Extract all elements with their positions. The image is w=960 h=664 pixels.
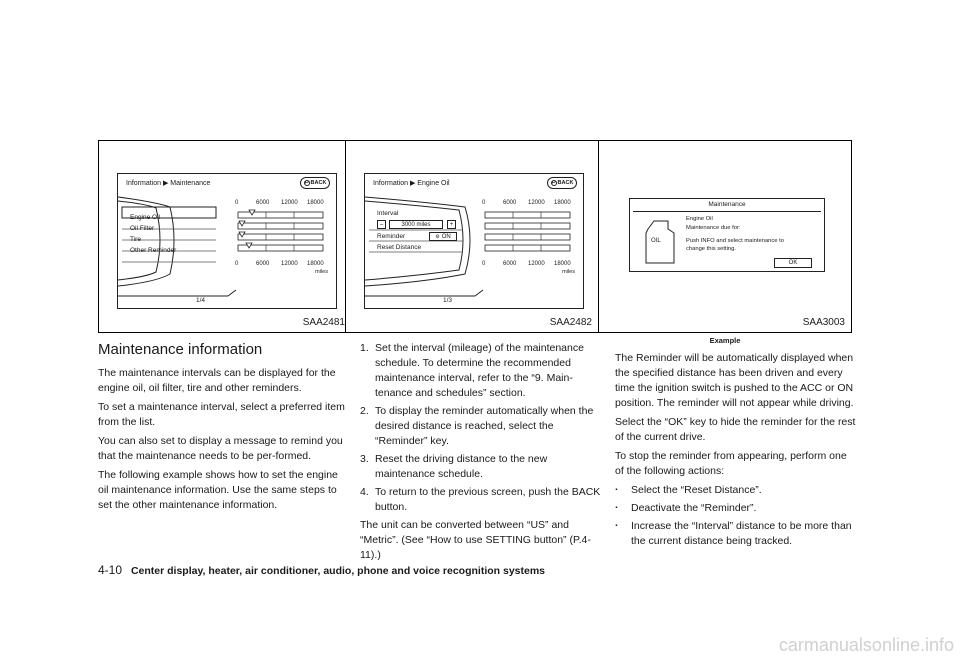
dialog-instruction-line1: Push INFO and select maintenance to	[686, 238, 784, 244]
axis-tick: 6000	[256, 200, 270, 206]
figure-code: SAA3003	[802, 317, 845, 328]
section-title: Center display, heater, air conditioner, audio, phone and voice recognition systems	[130, 565, 546, 577]
step-item: 1. Set the interval (mileage) of the maintenance schedule. To determine the recommended maintenance interval, refer to the “9. Main-tenance and schedules” section.	[360, 342, 584, 399]
paragraph: The following example shows how to set the engine oil maintenance information. Use the same steps to set the other maintenance information.	[98, 469, 338, 511]
menu-item-oil-filter[interactable]: Oil Filter	[130, 225, 155, 232]
back-button[interactable]: ↩ BACK	[547, 177, 577, 189]
interval-label: Interval	[377, 210, 399, 217]
mileage-bars	[238, 210, 323, 251]
paragraph: Select the “OK” key to hide the reminder for the rest of the current drive.	[615, 416, 856, 443]
paragraph: The maintenance intervals can be displayed for the engine oil, oil filter, tire and other reminders.	[98, 367, 336, 394]
bullet-item: . Select the “Reset Distance”.	[615, 483, 857, 498]
oil-icon-label: OIL	[651, 238, 661, 244]
menu-item-engine-oil[interactable]: Engine Oil	[130, 214, 160, 221]
step-item: 2. To display the reminder automatically when the desired distance is reached, select the “Reminder” key.	[360, 405, 594, 447]
figure-engine-oil-settings	[345, 140, 599, 333]
axis-tick: 0	[235, 200, 239, 206]
paragraph: To set a maintenance interval, select a preferred item from the list.	[98, 401, 345, 428]
axis-tick: 12000	[528, 261, 545, 267]
breadcrumb: Information ▶ Maintenance	[126, 180, 211, 187]
unit-label: miles	[315, 269, 328, 275]
back-arrow-icon: ↩	[304, 180, 309, 186]
dialog-title: Maintenance	[708, 201, 746, 208]
indicator-icon: ⚙	[435, 233, 440, 240]
ok-button[interactable]: OK	[774, 258, 812, 268]
display-screen	[117, 173, 337, 309]
back-button[interactable]: ↩ BACK	[300, 177, 330, 189]
display-screen	[364, 173, 584, 309]
axis-tick: 12000	[281, 200, 298, 206]
page-number: 4-10	[98, 563, 123, 577]
figure-reminder-dialog	[598, 140, 852, 333]
reminder-label[interactable]: Reminder	[377, 233, 406, 240]
section-heading: Maintenance information	[98, 341, 263, 358]
axis-tick: 18000	[307, 261, 324, 267]
axis-tick: 6000	[503, 200, 517, 206]
paragraph: The unit can be converted between “US” and “Metric”. (See “How to use SETTING button” (P.4-11).)	[360, 519, 591, 561]
menu-frame-lines	[365, 174, 584, 309]
page-indicator: 1/3	[443, 297, 453, 304]
axis-tick: 18000	[307, 200, 324, 206]
column-middle	[360, 341, 605, 567]
figure-caption: Example	[709, 336, 741, 345]
interval-value-field: 3000 miles	[389, 220, 443, 229]
page-indicator: 1/4	[196, 297, 206, 304]
back-arrow-icon: ↩	[551, 180, 556, 186]
dialog-due-text: Maintenance due for:	[686, 225, 741, 231]
watermark: carmanualsonline.info	[778, 635, 954, 655]
menu-frame-lines	[118, 174, 337, 309]
unit-label: miles	[562, 269, 575, 275]
reminder-toggle[interactable]: ⚙ ON	[429, 232, 457, 241]
paragraph: To stop the reminder from appearing, perform one of the following actions:	[615, 450, 847, 477]
page-footer	[98, 563, 545, 577]
menu-item-other-reminder[interactable]: Other Reminder	[130, 247, 177, 254]
column-right	[615, 351, 857, 552]
figure-maintenance-list	[98, 140, 352, 333]
axis-tick: 18000	[554, 200, 571, 206]
paragraph: The Reminder will be automatically displayed when the specified distance has been driven and every time the ignition switch is pushed to the ACC or ON position. The reminder will not appear while driving.	[615, 352, 854, 409]
axis-tick: 6000	[503, 261, 517, 267]
bullet-item: . Increase the “Interval” distance to be more than the current distance being tracked.	[615, 519, 857, 549]
axis-tick: 18000	[554, 261, 571, 267]
paragraph: You can also set to display a message to remind you that the maintenance needs to be per-formed.	[98, 435, 343, 462]
decrease-button[interactable]: –	[377, 220, 386, 229]
axis-tick: 12000	[281, 261, 298, 267]
reset-distance-item[interactable]: Reset Distance	[377, 244, 422, 251]
maintenance-dialog	[629, 198, 825, 272]
axis-tick: 0	[482, 200, 486, 206]
breadcrumb: Information ▶ Engine Oil	[373, 180, 450, 187]
step-item: 4. To return to the previous screen, push the BACK button.	[360, 486, 601, 513]
axis-tick: 0	[482, 261, 486, 267]
axis-tick: 0	[235, 261, 239, 267]
figure-code: SAA2482	[549, 317, 592, 328]
axis-tick: 12000	[528, 200, 545, 206]
dialog-instruction-line2: change this setting.	[686, 246, 736, 252]
menu-item-tire[interactable]: Tire	[130, 236, 141, 243]
dialog-divider	[633, 211, 821, 212]
column-left	[98, 366, 346, 517]
bullet-item: . Deactivate the “Reminder”.	[615, 501, 857, 516]
dialog-item-name: Engine Oil	[686, 216, 713, 222]
step-item: 3. Reset the driving distance to the new maintenance schedule.	[360, 453, 548, 480]
figure-code: SAA2481	[302, 317, 345, 328]
mileage-bars	[485, 212, 570, 251]
axis-tick: 6000	[256, 261, 270, 267]
increase-button[interactable]: +	[447, 220, 456, 229]
